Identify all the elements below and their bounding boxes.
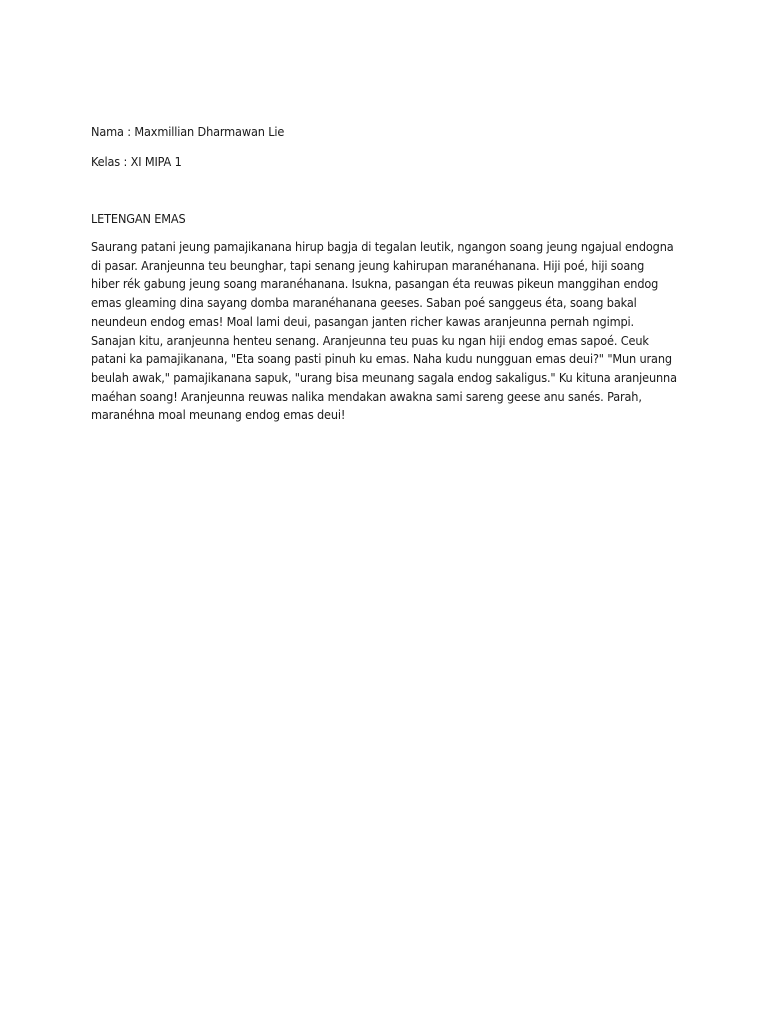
- story-line: maéhan soang! Aranjeunna reuwas nalika mendakan awakna sami sareng geese anu sanés. Parah,: [91, 388, 642, 404]
- story-line: maranéhna moal meunang endog emas deui!: [91, 407, 346, 423]
- story-line: hiber rék gabung jeung soang maranéhanana. Isukna, pasangan éta reuwas pikeun manggihan endog: [91, 276, 659, 292]
- story-title: LETENGAN EMAS: [91, 211, 186, 226]
- student-class-line: Kelas : XI MIPA 1: [91, 154, 182, 169]
- story-line: Saurang patani jeung pamajikanana hirup bagja di tegalan leutik, ngangon soang jeung ngajual endogna: [91, 239, 674, 254]
- story-line: Sanajan kitu, aranjeunna henteu senang. Aranjeunna teu puas ku ngan hiji endog emas sapoé. Ceuk: [91, 332, 649, 348]
- story-line: emas gleaming dina sayang domba maranéhanana geeses. Saban poé sanggeus éta, soang bakal: [91, 295, 637, 311]
- story-line: patani ka pamajikanana, "Eta soang pasti pinuh ku emas. Naha kudu nungguan emas deui?" "Mun urang: [91, 351, 672, 367]
- story-line: beulah awak," pamajikanana sapuk, "urang bisa meunang sagala endog sakaligus." Ku kituna aranjeunna: [91, 369, 677, 385]
- story-paragraph: [91, 238, 691, 425]
- student-name-line: Nama : Maxmillian Dharmawan Lie: [91, 124, 285, 139]
- story-line: di pasar. Aranjeunna teu beunghar, tapi senang jeung kahirupan maranéhanana. Hiji poé, hiji soang: [91, 257, 645, 273]
- story-line: neundeun endog emas! Moal lami deui, pasangan janten richer kawas aranjeunna pernah ngimpi.: [91, 313, 634, 329]
